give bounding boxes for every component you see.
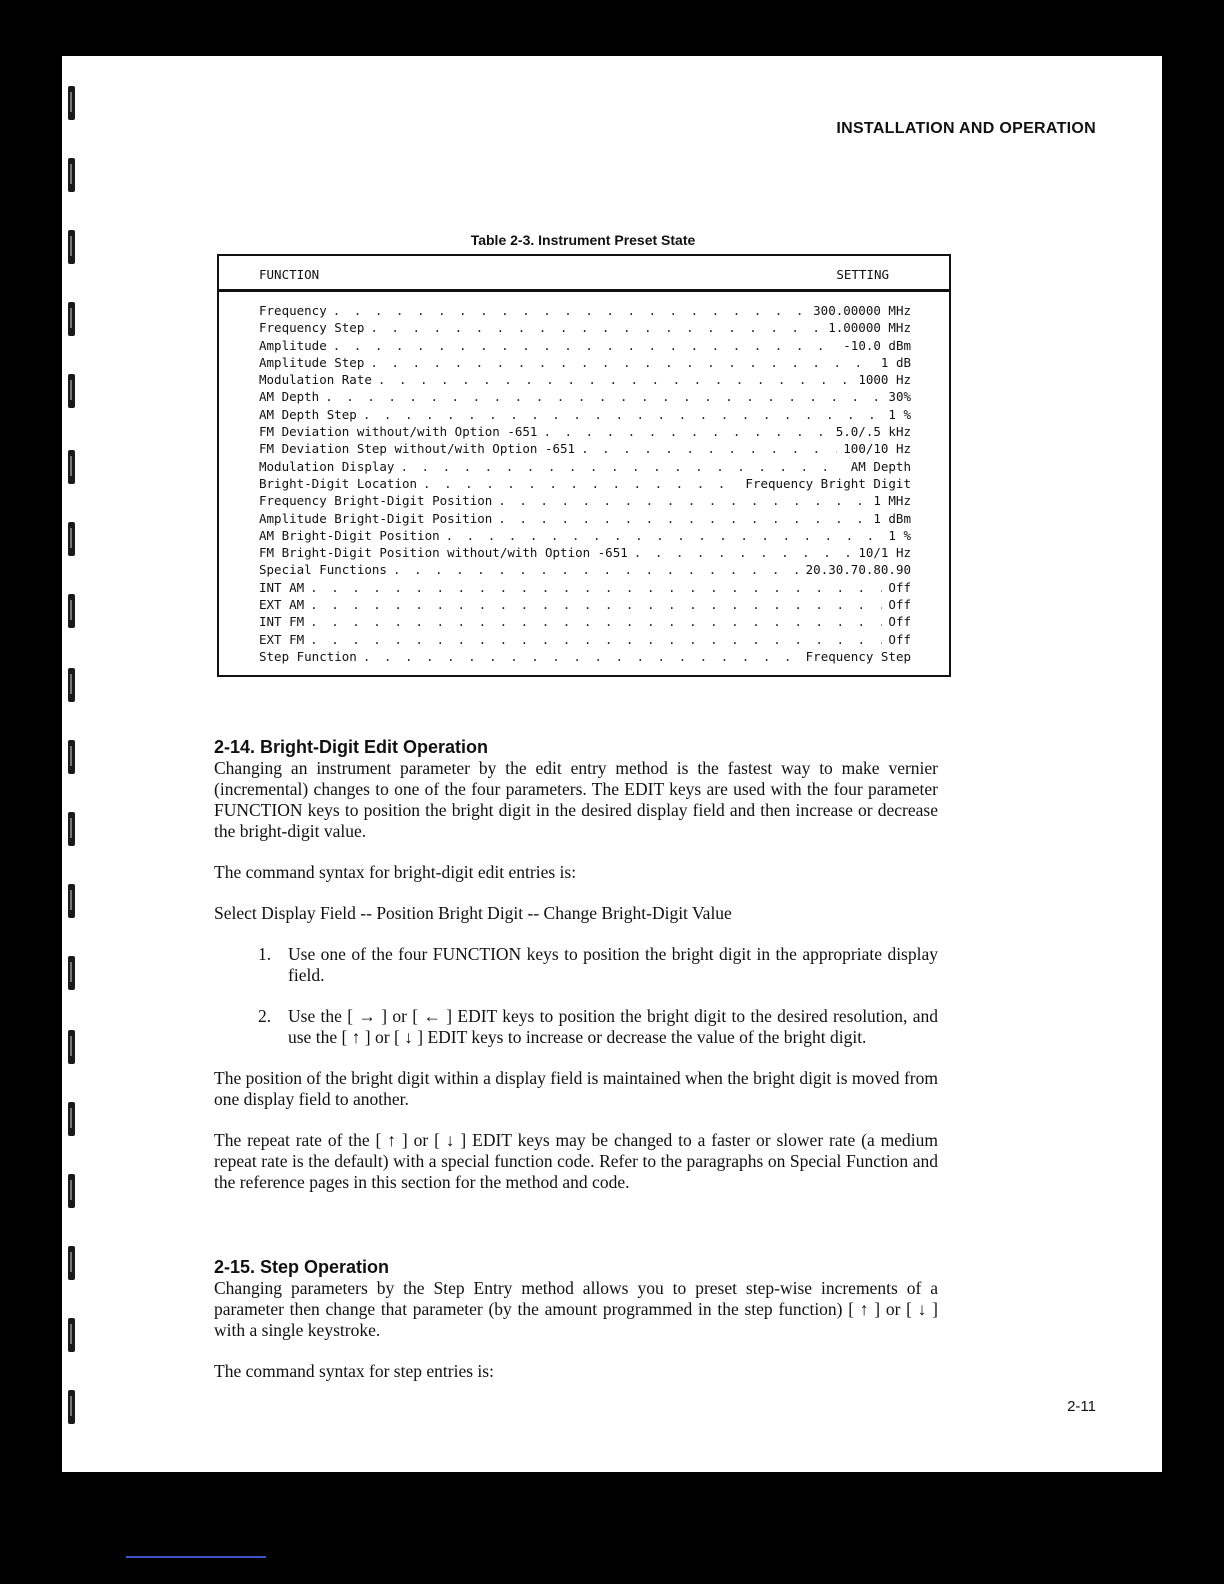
setting-cell: Off xyxy=(888,597,911,613)
function-cell: Amplitude xyxy=(259,337,327,353)
table-row xyxy=(259,579,911,596)
function-cell: EXT FM xyxy=(259,631,305,647)
setting-cell: 1000 Hz xyxy=(858,372,911,388)
dot-leader xyxy=(325,388,882,405)
setting-cell: 10/1 Hz xyxy=(858,545,911,561)
binding-holes xyxy=(62,56,102,1472)
table-row xyxy=(259,319,911,336)
table-caption: Table 2-3. Instrument Preset State xyxy=(470,232,696,248)
table-row xyxy=(259,561,911,578)
section-heading: 2-14. Bright-Digit Edit Operation xyxy=(214,737,489,757)
paragraph: The position of the bright digit within a display field is maintained when the bright digit is moved from one display field to another. xyxy=(214,1068,938,1109)
function-cell: Amplitude Step xyxy=(259,354,365,370)
column-header-function: FUNCTION xyxy=(259,267,320,282)
dot-leader xyxy=(543,423,829,440)
paragraph: The command syntax for step entries is: xyxy=(214,1361,494,1381)
binding-hole-icon xyxy=(68,812,75,846)
binding-hole-icon xyxy=(68,522,75,556)
function-cell: Amplitude Bright-Digit Position xyxy=(259,510,493,526)
table-rows xyxy=(259,302,911,665)
setting-cell: Off xyxy=(888,579,911,595)
setting-cell: AM Depth xyxy=(850,458,911,474)
viewer-scroll-indicator[interactable] xyxy=(126,1556,266,1558)
dot-leader xyxy=(370,319,822,336)
setting-cell: 300.00000 MHz xyxy=(813,303,911,318)
page-number: 2-11 xyxy=(1067,1398,1096,1415)
setting-cell: 1 dBm xyxy=(873,510,911,526)
binding-hole-icon xyxy=(68,1246,75,1280)
function-cell: Step Function xyxy=(259,648,357,664)
dot-leader xyxy=(446,527,883,544)
table-row xyxy=(259,423,911,440)
function-cell: AM Depth Step xyxy=(259,406,357,422)
binding-hole-icon xyxy=(68,1030,75,1064)
section-2-14 xyxy=(214,736,938,1193)
dot-leader xyxy=(393,561,800,578)
binding-hole-icon xyxy=(68,884,75,918)
binding-hole-icon xyxy=(68,86,75,120)
binding-hole-icon xyxy=(68,230,75,264)
dot-leader xyxy=(310,579,882,596)
dot-leader xyxy=(363,648,800,665)
table-row xyxy=(259,596,911,613)
function-cell: Bright-Digit Location xyxy=(259,475,418,491)
dot-leader xyxy=(363,406,883,423)
setting-cell: -10.0 dBm xyxy=(843,337,911,353)
dot-leader xyxy=(498,510,867,527)
section-2-15 xyxy=(214,1256,938,1382)
dot-leader xyxy=(310,613,882,630)
dot-leader xyxy=(400,458,844,475)
note-paragraph: The repeat rate of the [ ↑ ] or [ ↓ ] EDIT keys may be changed to a faster or slower rate (a medium repeat rate is the default) with a special function code. Refer to the paragraphs on Special Function and the reference pages in this section for the method and code. xyxy=(214,1130,938,1192)
function-cell: Frequency xyxy=(259,303,327,318)
list-text: Use the [ → ] or [ ← ] EDIT keys to position the bright digit to the desired resolution, and use the [ ↑ ] or [ ↓ ] EDIT keys to increase or decrease the value of the bright digit. xyxy=(288,1006,938,1047)
table-row xyxy=(259,302,911,319)
dot-leader xyxy=(498,492,867,509)
setting-cell: Off xyxy=(888,614,911,630)
table-row xyxy=(259,354,911,371)
table-row xyxy=(259,613,911,630)
paragraph: Changing parameters by the Step Entry method allows you to preset step-wise increments of a parameter then change that parameter (by the amount programmed in the step function) [ ↑ ] or [ ↓ ] with a single keystroke. xyxy=(214,1278,938,1340)
dot-leader xyxy=(333,337,838,354)
list-number: 2. xyxy=(258,1006,272,1026)
binding-hole-icon xyxy=(68,594,75,628)
table-row xyxy=(259,406,911,423)
binding-hole-icon xyxy=(68,450,75,484)
setting-cell: 1 % xyxy=(888,406,911,422)
setting-cell: 20.30.70.80.90 xyxy=(805,562,911,578)
setting-cell: 100/10 Hz xyxy=(843,441,911,457)
preset-state-table xyxy=(217,254,951,677)
column-header-setting: SETTING xyxy=(836,267,889,282)
setting-cell: Frequency Step xyxy=(805,648,911,664)
list-item xyxy=(214,944,938,986)
dot-leader xyxy=(370,354,875,371)
setting-cell: 30% xyxy=(888,389,911,405)
binding-hole-icon xyxy=(68,956,75,990)
table-row xyxy=(259,631,911,648)
binding-hole-icon xyxy=(68,1102,75,1136)
function-cell: AM Depth xyxy=(259,389,320,405)
dot-leader xyxy=(378,371,852,388)
table-row xyxy=(259,337,911,354)
dot-leader xyxy=(581,440,837,457)
list-item xyxy=(214,1006,938,1048)
table-row xyxy=(259,371,911,388)
section-heading: 2-15. Step Operation xyxy=(214,1257,390,1277)
function-cell: Modulation Display xyxy=(259,458,395,474)
running-head: INSTALLATION AND OPERATION xyxy=(836,120,1096,137)
paragraph: Changing an instrument parameter by the edit entry method is the fastest way to make vernier (incremental) changes to one of the four parameters. The EDIT keys are used with the four parameter FUNCTION keys to position the bright digit in the desired display field and then increase or decrease the bright-digit value. xyxy=(214,758,938,841)
dot-leader xyxy=(333,302,807,319)
function-cell: AM Bright-Digit Position xyxy=(259,527,440,543)
binding-hole-icon xyxy=(68,668,75,702)
syntax-line: Select Display Field -- Position Bright Digit -- Change Bright-Digit Value xyxy=(214,903,732,923)
setting-cell: 1 dB xyxy=(880,354,911,370)
setting-cell: 1 MHz xyxy=(873,493,911,509)
list-number: 1. xyxy=(258,944,272,964)
binding-hole-icon xyxy=(68,302,75,336)
list-text: Use one of the four FUNCTION keys to position the bright digit in the appropriate display field. xyxy=(288,944,938,985)
setting-cell: Off xyxy=(888,631,911,647)
function-cell: EXT AM xyxy=(259,597,305,613)
dot-leader xyxy=(310,631,882,648)
setting-cell: 5.0/.5 kHz xyxy=(835,424,911,440)
table-row xyxy=(259,492,911,509)
function-cell: Frequency Step xyxy=(259,320,365,336)
dot-leader xyxy=(310,596,882,613)
table-row xyxy=(259,648,911,665)
table-row xyxy=(259,475,911,492)
function-cell: Modulation Rate xyxy=(259,372,372,388)
binding-hole-icon xyxy=(68,1174,75,1208)
table-row xyxy=(259,458,911,475)
function-cell: Special Functions xyxy=(259,562,387,578)
dot-leader xyxy=(423,475,739,492)
binding-hole-icon xyxy=(68,374,75,408)
setting-cell: 1.00000 MHz xyxy=(828,320,911,336)
function-cell: Frequency Bright-Digit Position xyxy=(259,493,493,509)
binding-hole-icon xyxy=(68,1318,75,1352)
binding-hole-icon xyxy=(68,1390,75,1424)
setting-cell: Frequency Bright Digit xyxy=(745,475,911,491)
paragraph: The command syntax for bright-digit edit entries is: xyxy=(214,862,577,882)
setting-cell: 1 % xyxy=(888,527,911,543)
binding-hole-icon xyxy=(68,740,75,774)
table-row xyxy=(259,544,911,561)
table-row xyxy=(259,510,911,527)
function-cell: INT FM xyxy=(259,614,305,630)
binding-hole-icon xyxy=(68,158,75,192)
document-page xyxy=(62,56,1162,1472)
function-cell: FM Deviation without/with Option -651 xyxy=(259,424,538,440)
function-cell: INT AM xyxy=(259,579,305,595)
function-cell: FM Deviation Step without/with Option -651 xyxy=(259,441,576,457)
function-cell: FM Bright-Digit Position without/with Option -651 xyxy=(259,545,628,561)
dot-leader xyxy=(634,544,853,561)
table-row xyxy=(259,388,911,405)
table-header xyxy=(219,256,949,292)
table-row xyxy=(259,527,911,544)
table-row xyxy=(259,440,911,457)
